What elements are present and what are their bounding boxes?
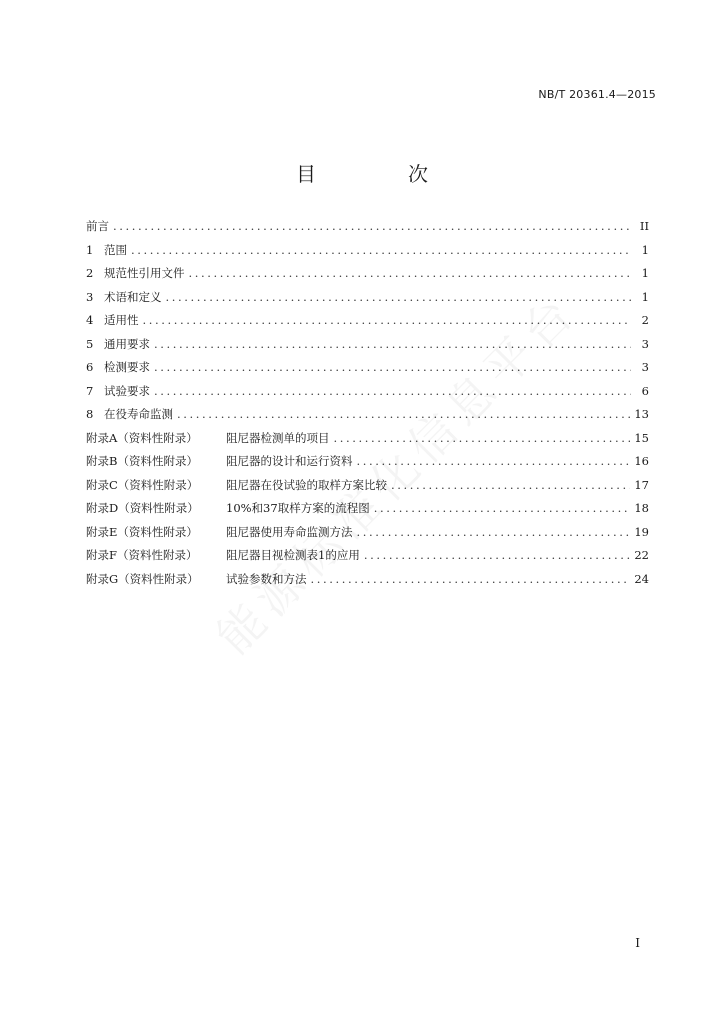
toc-entry-foreword[interactable] [86, 218, 649, 242]
toc-entry-8[interactable] [86, 406, 649, 430]
toc-dot-leader [364, 548, 631, 562]
toc-entry-appendix-a[interactable] [86, 430, 649, 454]
toc-entry-label: 附录F（资料性附录） 阻尼器目视检测表1的应用 [86, 548, 360, 562]
toc-entry-3[interactable] [86, 289, 649, 313]
toc-entry-appendix-d[interactable] [86, 500, 649, 524]
toc-entry-1[interactable] [86, 242, 649, 266]
toc-entry-6[interactable] [86, 359, 649, 383]
toc-page-number: 19 [634, 524, 649, 539]
toc-page-number: 16 [634, 454, 649, 468]
toc-dot-leader [154, 360, 631, 374]
page-number: I [635, 936, 640, 950]
toc-page-number: 22 [634, 548, 649, 562]
toc-page-number: 15 [634, 430, 649, 445]
toc-entry-label: 附录E（资料性附录） 阻尼器使用寿命监测方法 [86, 524, 353, 539]
toc-dot-leader [131, 243, 631, 257]
document-code: NB/T 20361.4—2015 [538, 88, 656, 101]
toc-page-number: 1 [641, 266, 649, 280]
toc-dot-leader [113, 219, 631, 233]
toc-dot-leader [311, 572, 631, 586]
toc-entry-appendix-f[interactable] [86, 547, 649, 571]
toc-dot-leader [166, 290, 632, 304]
toc-page-number: 3 [641, 360, 649, 374]
toc-entry-label: 5 通用要求 [86, 336, 150, 351]
toc-page-number: 1 [641, 289, 649, 304]
toc-entry-label: 前言 [86, 219, 109, 233]
toc-dot-leader [143, 313, 632, 327]
toc-entry-label: 附录C（资料性附录） 阻尼器在役试验的取样方案比较 [86, 477, 387, 492]
toc-entry-appendix-g[interactable] [86, 571, 649, 595]
toc-dot-leader [189, 266, 632, 280]
toc-dot-leader [154, 337, 631, 351]
toc-page-number: 6 [641, 383, 649, 398]
toc-entry-label: 附录B（资料性附录） 阻尼器的设计和运行资料 [86, 454, 353, 468]
toc-dot-leader [334, 431, 631, 445]
toc-entry-2[interactable] [86, 265, 649, 289]
toc-entry-label: 附录G（资料性附录） 试验参数和方法 [86, 571, 307, 586]
toc-entry-appendix-e[interactable] [86, 524, 649, 548]
toc-entry-7[interactable] [86, 383, 649, 407]
toc-page-number: 13 [634, 407, 649, 421]
page-title: 目 次 [296, 162, 464, 186]
toc-page-number: 24 [634, 571, 649, 586]
toc-entry-label: 2 规范性引用文件 [86, 266, 185, 280]
toc-page-number: 18 [634, 501, 649, 515]
toc-entry-label: 4 适用性 [86, 313, 139, 327]
toc-dot-leader [374, 501, 631, 515]
toc-dot-leader [391, 478, 630, 492]
toc-page-number: 1 [641, 242, 649, 257]
toc-dot-leader [357, 454, 631, 468]
toc-entry-label: 6 检测要求 [86, 360, 150, 374]
toc-entry-label: 8 在役寿命监测 [86, 407, 173, 421]
toc-page-number: 17 [634, 477, 649, 492]
toc-page-number: 2 [641, 313, 649, 327]
toc-page-number: II [639, 219, 649, 233]
toc-entry-appendix-c[interactable] [86, 477, 649, 501]
table-of-contents [86, 218, 649, 594]
toc-entry-appendix-b[interactable] [86, 453, 649, 477]
toc-entry-label: 附录A（资料性附录） 阻尼器检测单的项目 [86, 430, 330, 445]
toc-entry-label: 1 范围 [86, 242, 127, 257]
toc-dot-leader [177, 407, 630, 421]
toc-entry-label: 7 试验要求 [86, 383, 150, 398]
toc-dot-leader [154, 384, 631, 398]
toc-entry-label: 3 术语和定义 [86, 289, 162, 304]
toc-page-number: 3 [641, 336, 649, 351]
toc-dot-leader [357, 525, 631, 539]
toc-entry-5[interactable] [86, 336, 649, 360]
toc-entry-label: 附录D（资料性附录） 10%和37取样方案的流程图 [86, 501, 370, 515]
toc-entry-4[interactable] [86, 312, 649, 336]
